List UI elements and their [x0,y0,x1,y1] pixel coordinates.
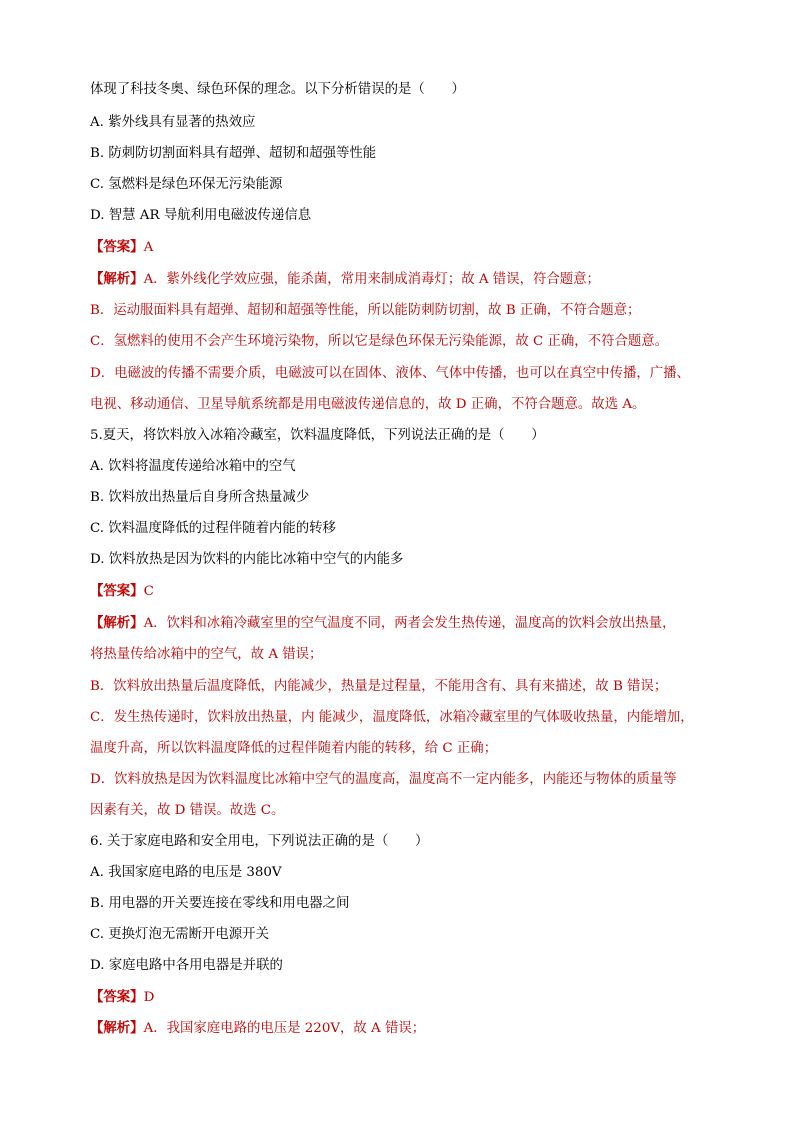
analysis-tag: 【解析】 [90,271,144,287]
q4-analysis-line-5: 电视、移动通信、卫星导航系统都是用电磁波传递信息的，故 D 正确，不符合题意。故选 A。 [90,397,646,412]
answer-value: D [143,990,155,1005]
answer-value: A [143,240,154,255]
analysis-text: A．我国家庭电路的电压是 220V，故 A 错误； [143,1021,426,1036]
answer-value: C [143,584,154,599]
q6-answer [90,987,154,1008]
q4-option-c: C. 氢燃料是绿色环保无污染能源 [90,177,283,192]
analysis-text: A．饮料和冰箱冷藏室里的空气温度不同，两者会发生热传递，温度高的饮料会放出热量， [143,616,676,631]
q5-analysis-line-5: 温度升高，所以饮料温度降低的过程伴随着内能的转移，给 C 正确； [90,741,498,756]
q4-analysis-line-1 [90,269,600,290]
answer-tag: 【答案】 [90,989,144,1005]
q5-analysis-line-6: D．饮料放热是因为饮料温度比冰箱中空气的温度高，温度高不一定内能多，内能还与物体的质量等 [90,772,677,787]
q6-stem: 6. 关于家庭电路和安全用电，下列说法正确的是（ ） [90,834,429,849]
answer-tag: 【答案】 [90,583,144,599]
analysis-text: A．紫外线化学效应强，能杀菌，常用来制成消毒灯；故 A 错误，符合题意； [143,272,600,287]
q5-analysis-line-4: C．发生热传递时，饮料放出热量，内 能减少，温度降低，冰箱冷藏室里的气体吸收热量，内能增加， [90,710,694,725]
q4-stem: 体现了科技冬奥、绿色环保的理念。以下分析错误的是（ ） [90,82,465,97]
q4-answer [90,237,153,258]
q5-option-c: C. 饮料温度降低的过程伴随着内能的转移 [90,521,336,536]
q5-analysis-line-3: B．饮料放出热量后温度降低，内能减少，热量是过程量，不能用含有、具有来描述，故 B 错误； [90,679,668,694]
q6-analysis-line-1 [90,1018,425,1039]
q5-option-b: B. 饮料放出热量后自身所含热量减少 [90,490,310,505]
q5-option-a: A. 饮料将温度传递给冰箱中的空气 [90,459,296,474]
q4-analysis-line-2: B．运动服面料具有超弹、超韧和超强等性能，所以能防刺防切割，故 B 正确，不符合题意； [90,303,641,318]
answer-tag: 【答案】 [90,239,144,255]
q4-analysis-line-3: C．氢燃料的使用不会产生环境污染物，所以它是绿色环保无污染能源，故 C 正确，不符合题意。 [90,334,669,349]
analysis-tag: 【解析】 [90,1020,144,1036]
q6-option-b: B. 用电器的开关要连接在零线和用电器之间 [90,896,350,911]
q5-answer [90,581,154,602]
q4-option-d: D. 智慧 AR 导航利用电磁波传递信息 [90,208,312,223]
q4-option-b: B. 防刺防切割面料具有超弹、超韧和超强等性能 [90,146,377,161]
q6-option-d: D. 家庭电路中各用电器是并联的 [90,958,283,973]
q6-option-a: A. 我国家庭电路的电压是 380V [90,865,282,880]
q4-option-a: A. 紫外线具有显著的热效应 [90,115,256,130]
q5-option-d: D. 饮料放热是因为饮料的内能比冰箱中空气的内能多 [90,552,404,567]
q6-option-c: C. 更换灯泡无需断开电源开关 [90,927,269,942]
analysis-tag: 【解析】 [90,615,144,631]
q4-analysis-line-4: D．电磁波的传播不需要介质，电磁波可以在固体、液体、气体中传播，也可以在真空中传播，广播、 [90,366,690,381]
q5-analysis-line-1 [90,613,675,634]
q5-analysis-line-7: 因素有关，故 D 错误。故选 C。 [90,803,285,818]
q5-analysis-line-2: 将热量传给冰箱中的空气，故 A 错误； [90,647,323,662]
q5-stem: 5.夏天，将饮料放入冰箱冷藏室，饮料温度降低，下列说法正确的是（ ） [90,428,545,443]
